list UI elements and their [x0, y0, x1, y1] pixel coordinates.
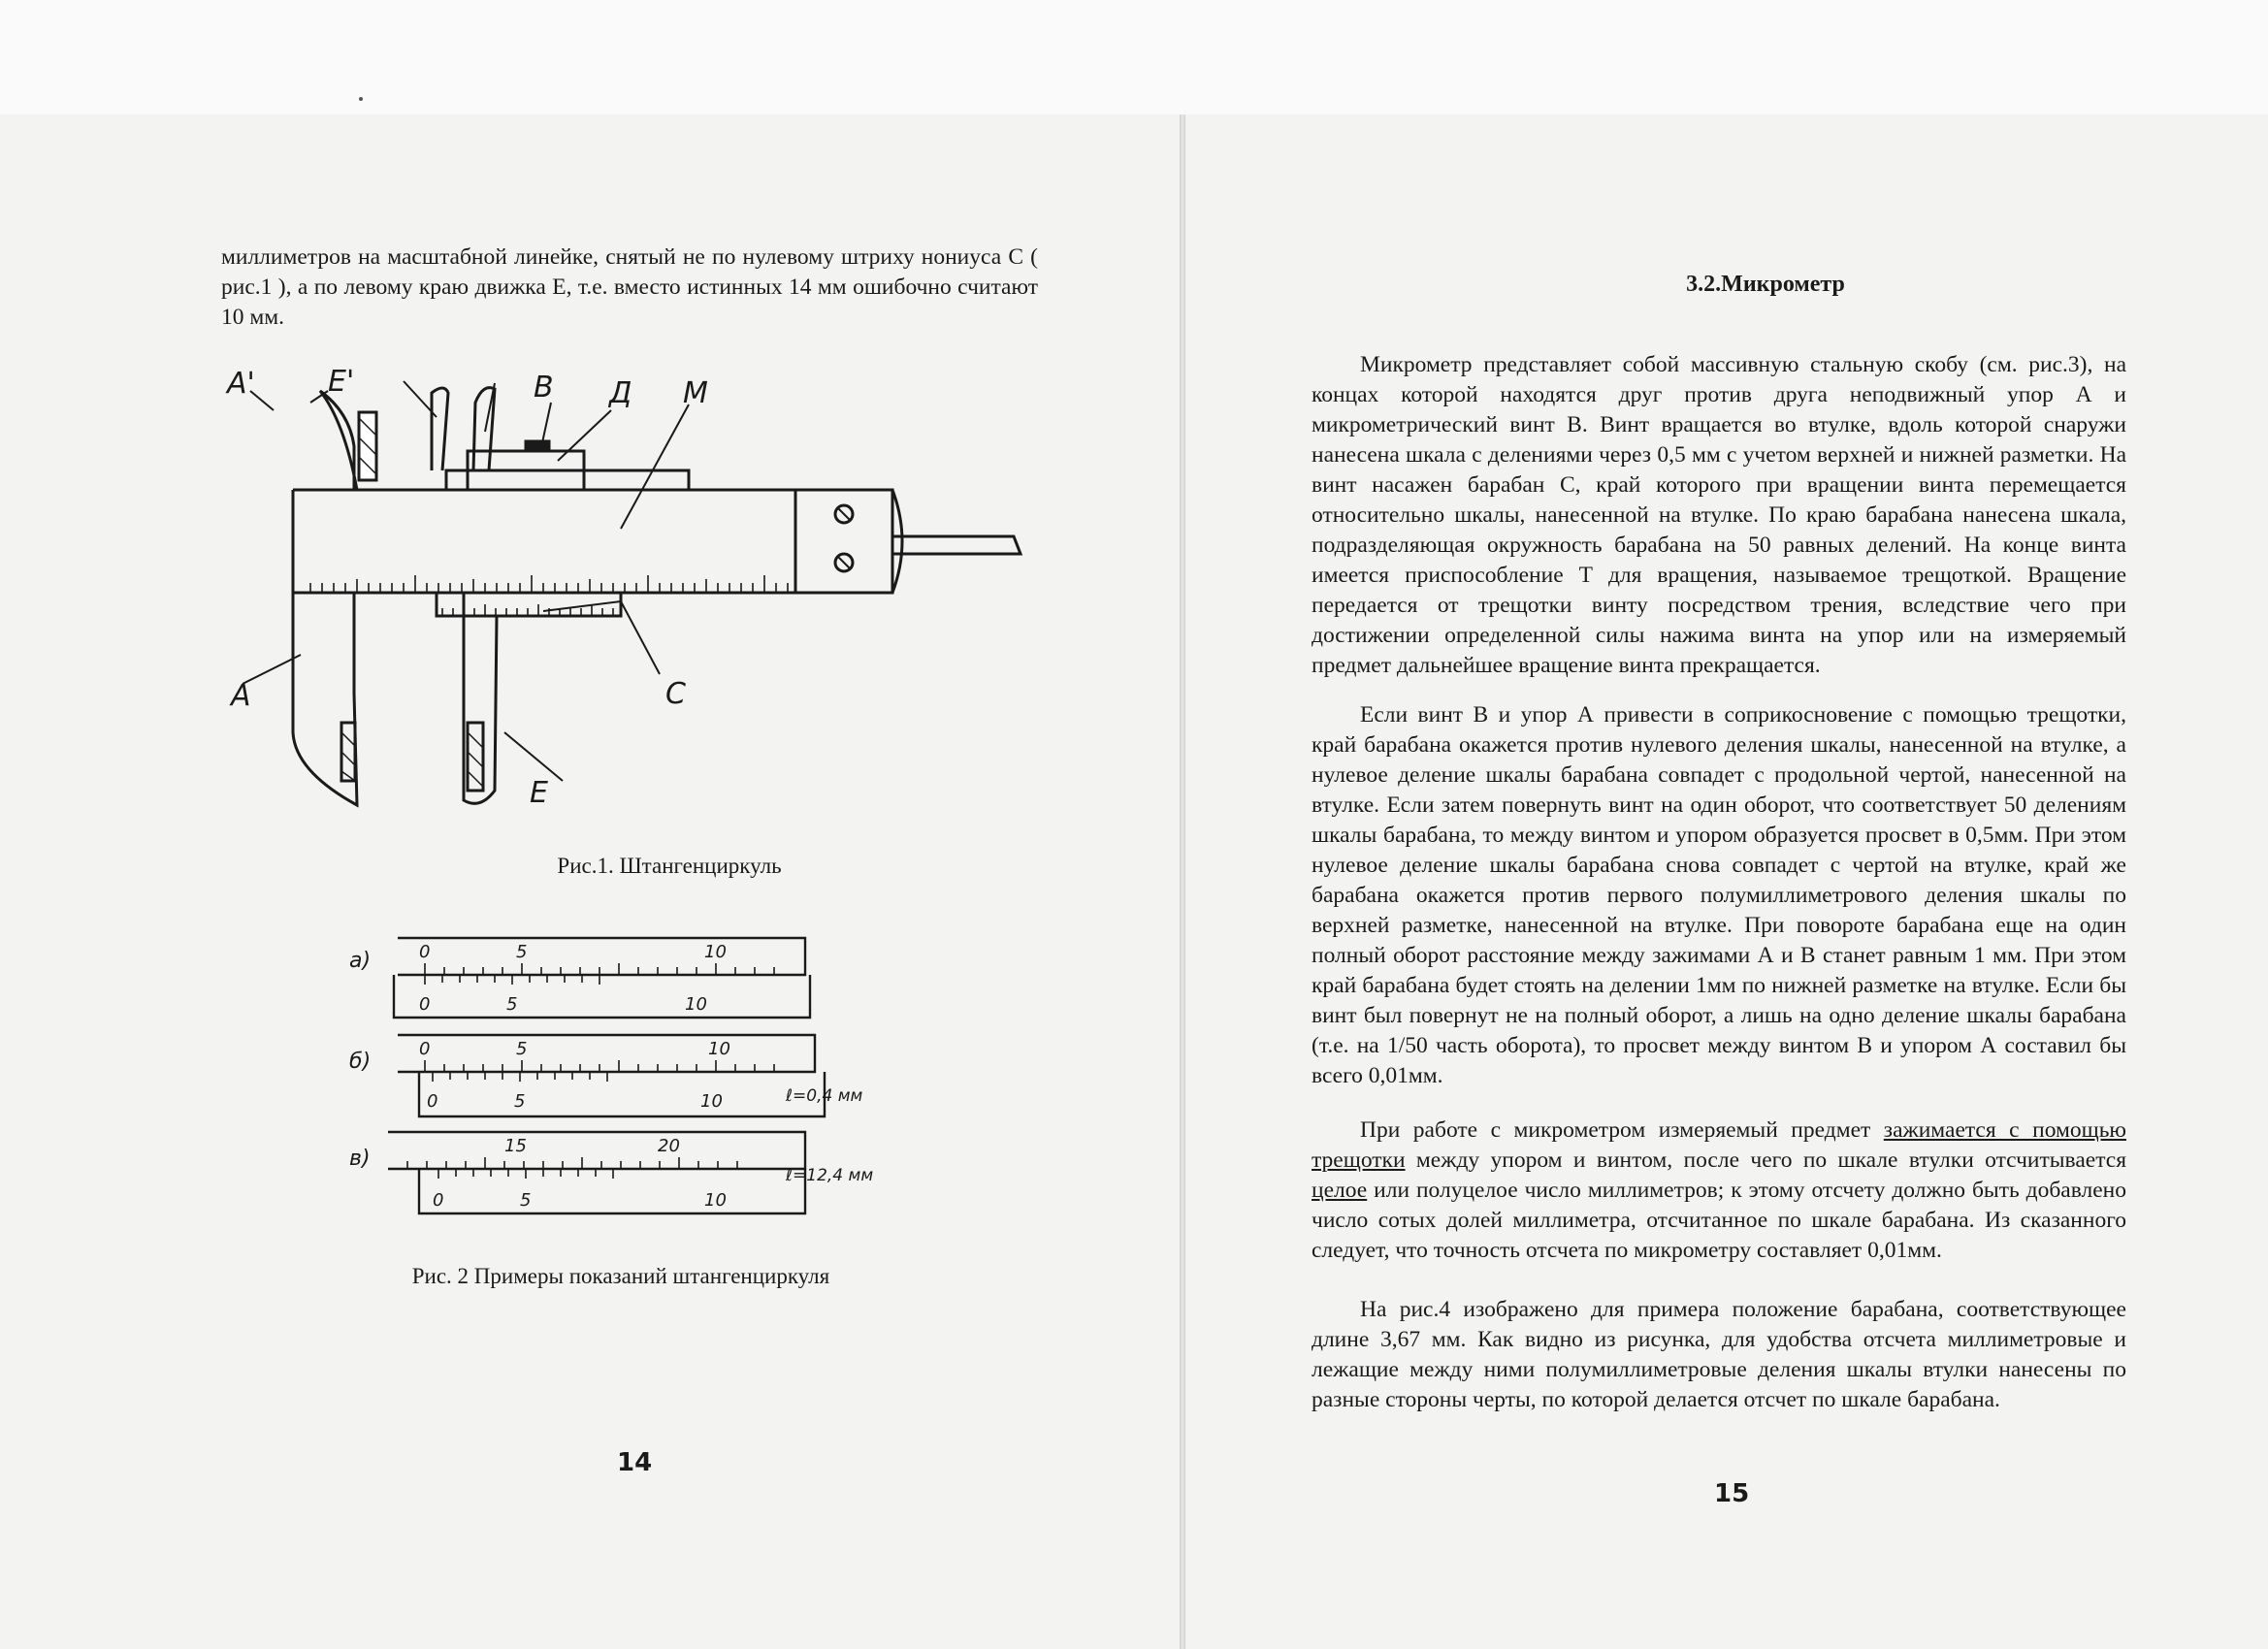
reading-v-vernier-tick-5: 5: [520, 1190, 532, 1211]
left-page-paragraph: миллиметров на масштабной линейке, снятый не по нулевому штриху нониуса С ( рис.1 ), а по левому краю движка Е, т.е. вместо истинных 14 мм ошибочно считают 10 мм.: [221, 244, 1038, 330]
p3-lead: При работе с микрометром измеряемый предмет: [1360, 1117, 1884, 1143]
reading-v-main-rule: [388, 1132, 805, 1169]
p3-middle: между упором и винтом, после чего по шкале втулки отсчитывается: [1405, 1148, 2126, 1173]
reading-a-label: а): [349, 949, 372, 973]
figure1-caption: Рис.1. Штангенциркуль: [557, 854, 782, 878]
reading-v-vernier-tick-10: 10: [704, 1190, 727, 1211]
reading-b-main-tick-0: 0: [419, 1039, 431, 1059]
reading-v-vernier: [419, 1169, 805, 1213]
reading-v-main-tick-20: 20: [658, 1136, 680, 1156]
reading-b-main-rule: [398, 1035, 815, 1072]
fig1-label-a-prime: A': [227, 367, 255, 401]
reading-v-main-tick-15: 15: [504, 1136, 527, 1156]
micrometer-paragraph-1: Микрометр представляет собой массивную стальную скобу (см. рис.3), на концах которой находятся друг против друга неподвижный упор А и микрометрический винт В. Винт вращается во втулке, вдоль которой снаружи нанесена шкала с делениями через 0,5 мм с учетом верхней и нижней разметки. На винт насажен барабан С, край которого при вращении винта перемещается относительно шкалы, нанесенной на втулке. По краю барабана нанесена шкала, подразделяющая окружность барабана на 50 равных делений. На конце винта имеется приспособление Т для вращения, называемое трещоткой. Вращение передается от трещотки винту посредством трения, вследствие чего при достижении определенной силы нажима винта на упор или на измеряемый предмет дальнейшее вращение винта прекращается.: [1312, 352, 2126, 678]
micrometer-paragraph-2: Если винт В и упор А привести в соприкосновение с помощью трещотки, край барабана окажется против нулевого деления шкалы, нанесенной на втулке, а нулевое деление шкалы барабана совпадет с продольной чертой, нанесенной на втулке. Если затем повернуть винт на один оборот, что соответствует 50 делениям шкалы барабана, то между винтом и упором образуется просвет в 0,5мм. При этом нулевое деление шкалы барабана снова совпадет с чертой на втулке, край же барабана окажется против первого полумиллиметрового деления шкалы по верхней разметке, нанесенной на втулке. При повороте барабана еще на один полный оборот расстояние между зажимами А и В станет равным 1 мм. При этом край барабана будет стоять на делении 1мм по нижней разметке на втулке. Если бы винт был повернут не на полный оборот, а лишь на одно деление шкалы барабана (т.е. на 1/50 часть оборота), то просвет между винтом В и упором А составил бы всего 0,01мм.: [1312, 702, 2126, 1088]
caliper-figure: [213, 364, 1048, 810]
caliper-main-scale: [310, 575, 788, 593]
reading-b-label: б): [349, 1050, 372, 1074]
reading-a-vernier: [394, 975, 810, 1018]
fig1-label-a: A: [231, 679, 251, 713]
scan-speck: [359, 97, 363, 101]
reading-b-vernier-tick-10: 10: [700, 1091, 723, 1112]
reading-a-vernier-tick-10: 10: [685, 994, 707, 1015]
p3-underlined-whole: целое: [1312, 1178, 1368, 1203]
caliper-depth-rod: [892, 536, 1021, 554]
reading-a-vernier-tick-0: 0: [419, 994, 431, 1015]
caliper-beam: [293, 490, 892, 593]
reading-a-main-rule: [398, 938, 805, 975]
caliper-readings-figure: [349, 926, 874, 1246]
figure2-caption: Рис. 2 Примеры показаний штангенциркуля: [411, 1264, 830, 1288]
reading-b-vernier-tick-0: 0: [427, 1091, 438, 1112]
section-title: 3.2.Микрометр: [1686, 272, 1845, 297]
reading-a-main-tick-0: 0: [419, 942, 431, 962]
p3-underlined-clamp: зажимается с помощью трещотки: [1312, 1117, 2126, 1173]
p3-tail: или полуцелое число миллиметров; к этому отсчету должно быть добавлено число сотых долей миллиметра, отсчитанное по шкале барабана. Из сказанного следует, что точность отсчета по микрометру составляет 0,01мм.: [1312, 1178, 2126, 1263]
reading-b-value: ℓ=0,4 мм: [786, 1086, 863, 1106]
reading-a-main-tick-5: 5: [516, 942, 528, 962]
reading-b-vernier-tick-5: 5: [514, 1091, 526, 1112]
fig1-label-d: Д: [609, 376, 632, 410]
fig1-label-c: C: [665, 677, 686, 711]
scan-top-margin: [0, 0, 2268, 116]
reading-b-main-tick-5: 5: [516, 1039, 528, 1059]
reading-a-main-tick-10: 10: [704, 942, 727, 962]
left-page: [0, 114, 1180, 1649]
fig1-label-b: B: [534, 371, 554, 404]
reading-v-vernier-tick-0: 0: [433, 1190, 444, 1211]
micrometer-paragraph-3: [1312, 1116, 2126, 1266]
left-page-number: 14: [617, 1448, 653, 1477]
fig1-label-e-prime: E': [328, 365, 355, 399]
reading-v-label: в): [349, 1147, 371, 1171]
micrometer-paragraph-4: На рис.4 изображено для примера положение барабана, соответствующее длине 3,67 мм. Как видно из рисунка, для удобства отсчета миллиметровые и лежащие между ними полумиллиметровые деления шкалы втулки нанесены по разные стороны черты, по которой делается отсчет по шкале барабана.: [1312, 1297, 2126, 1412]
right-page-number: 15: [1714, 1479, 1750, 1508]
slider-jaw: [432, 388, 448, 470]
reading-v-value: ℓ=12,4 мм: [786, 1166, 874, 1185]
reading-b-main-tick-10: 10: [708, 1039, 730, 1059]
reading-b-vernier: [419, 1072, 825, 1116]
fig1-label-e: E: [530, 776, 548, 810]
reading-a-vernier-tick-5: 5: [506, 994, 518, 1015]
clamp-screw-B: [526, 441, 549, 451]
fig1-label-m: M: [683, 376, 708, 410]
